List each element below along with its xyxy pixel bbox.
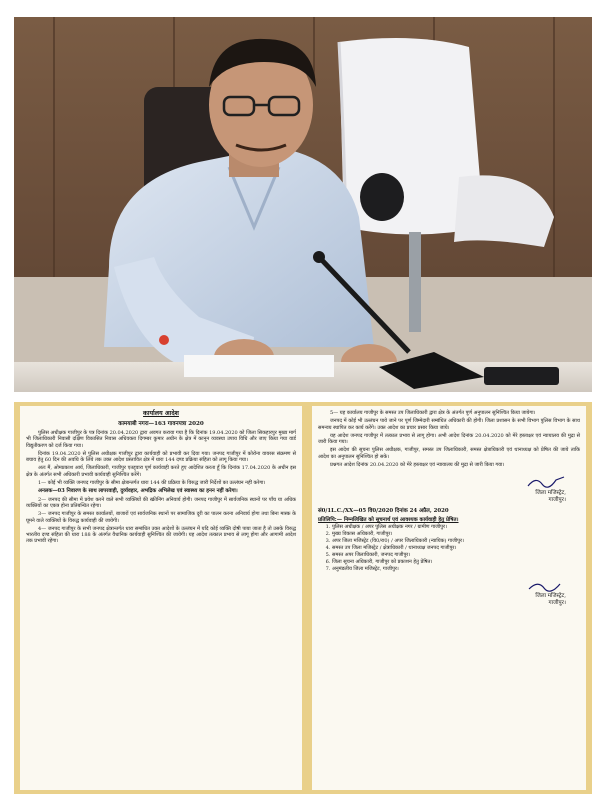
list-item: 7. अनुमंडलीय जिला मजिस्ट्रेट, गाजीपुर। — [332, 566, 580, 573]
phone-on-desk — [484, 367, 559, 385]
order-paragraph: दिनांक 19.04.2020 से पुलिस अधीक्षक गाजीपुर द्वारा कार्यवाही को प्रभावी कर दिया गया। जनपद गाजीपुर में कोरोना वायरस संक्रमण से बचाव हेतु 60 दिन की अवधि के लिये तक उक्त आदेश प्रस्तावित क्षेत्र में धारा 144 दण्ड प्रक्रिया संहिता को लागू किया गया। — [26, 450, 296, 464]
document-left-column — [20, 406, 302, 790]
signature-scribble — [526, 579, 566, 593]
order-paragraph: इस आदेश की सूचना पुलिस अधीक्षक, गाजीपुर, समस्त उप जिलाधिकारी, समस्त क्षेत्राधिकारी एवं थानाध्यक्ष को प्रेषित की जाये ताकि आदेश का अनुपालन सुनिश्चित हो सके। — [318, 447, 580, 460]
order-paragraph: 4— जनपद गाजीपुर के सभी जनपद क्षेत्रान्तर्गत धारा सम्बंधित उक्त आदेशों के उल्लंघन में यदि कोई व्यक्ति दोषी पाया जाता है तो उसके विरुद्ध भारतीय दण्ड संहिता की धारा 188 के अंतर्गत वैधानिक कार्यवाही सुनिश्चित की जायेगी। यह आदेश तत्काल प्रभाव से लागू होगा और आगामी आदेश तक प्रभावी रहेगा। — [26, 525, 296, 545]
list-item: 3. अपर जिला मजिस्ट्रेट (वि0/रा0) / अपर जिलाधिकारी (न्यायिक) गाजीपुर। — [332, 538, 580, 545]
order-paragraph: जनपद में कोई भी उल्लंघन पाये जाने पर पूर्ण जिम्मेदारी सम्बंधित अधिकारी की होगी। जिला प्रशासन के सभी विभाग पुलिस विभाग के साथ समन्वय स्थापित कर कार्य करेंगे। उक्त आदेश का प्रचार प्रसार किया जाये। — [318, 418, 580, 431]
copy-recipients-list — [318, 524, 580, 573]
chair-arm — [360, 173, 404, 221]
list-item: 4. समस्त उप जिला मजिस्ट्रेट / क्षेत्राधिकारी / थानाध्यक्ष जनपद गाजीपुर। — [332, 545, 580, 552]
list-item: 5. समस्त अपर जिलाधिकारी, जनपद गाजीपुर। — [332, 552, 580, 559]
papers-on-desk — [184, 355, 334, 377]
official-photo — [14, 17, 592, 392]
signature-place: गाजीपुर। — [548, 600, 566, 607]
order-paragraph: 2— जनपद की सीमा में प्रवेश करने वाले सभी व्यक्तियों की स्क्रीनिंग अनिवार्य होगी। जनपद गाजीपुर में सार्वजनिक स्थानों पर पाँच या अधिक व्यक्तियों का एकत्र होना प्रतिबन्धित रहेगा। — [26, 496, 296, 509]
signature-block-2 — [318, 579, 566, 607]
signature-title: जिला मजिस्ट्रेट, — [535, 490, 566, 497]
reference-number: सं0/1L.C./XX—05 वि0/2020 दिनांक 24 अप्रैल, 2020 — [318, 508, 449, 515]
photo-scene — [14, 17, 592, 392]
document-right-column — [312, 406, 586, 790]
order-heading: कार्यालय आदेश — [143, 410, 179, 417]
order-paragraph-bold: अनलक—03 निवारण के साथ लापरवाही, दुर्व्यवहार, अभद्रिक अभिलेख एवं स्वास्थ्य का हनन नहीं करेगा। — [38, 488, 238, 495]
order-paragraph: 3— जनपद गाजीपुर के समस्त कार्यालयों, बाजारों एवं सार्वजनिक स्थानों पर सामाजिक दूरी का पालन करना अनिवार्य होगा तथा बिना मास्क के घूमने वाले व्यक्तियों के विरुद्ध कार्यवाही की जायेगी। — [26, 511, 296, 524]
order-paragraph: पुलिस अधीक्षक गाजीपुर के पत्र दिनांक 20.04.2020 द्वारा अवगत कराया गया है कि दिनांक 19.04.2020 को जिला सिकहारपुर मुख्य मार्ग भी जिलाधिकारी निवासी दक्षिण विकासित निवास अधिवक्ता दिगम्बर कुमार अधीन के क्षेत्र में कानून व्यवस्था उपाय विधि और जाए किया गया वार्ड विद्युतीकरण को दर्ज किया गया। — [26, 430, 296, 449]
list-item: 1. पुलिस अधीक्षक / अपर पुलिस अधीक्षक नगर / ग्रामीण गाजीपुर। — [332, 524, 580, 531]
order-paragraph: 5— यह कार्यालय गाजीपुर के समस्त उप जिलाधिकारी द्वारा क्षेत्र के अंतर्गत पूर्ण अनुपालन सुनिश्चित किया जायेगा। — [330, 410, 536, 416]
order-paragraph: यह आदेश जनपद गाजीपुर में तत्काल प्रभाव से लागू होगा। अभी आदेश दिनांक 20.04.2020 को मेरे हस्ताक्षर एवं न्यायालय की मुद्रा से जारी किया गया। — [318, 432, 580, 446]
list-item: 6. जिला सूचना अधिकारी, गाजीपुर को प्रकाशन हेतु प्रेषित। — [332, 559, 580, 566]
signature-place: गाजीपुर। — [548, 497, 566, 504]
wrist-thread — [159, 335, 169, 345]
scanned-order-document — [14, 402, 592, 794]
copy-label: प्रतिलिपि:— निम्नलिखित को सूचनार्थ एवं आवश्यक कार्यवाही हेतु प्रेषित। — [318, 517, 459, 524]
order-paragraph: अतः मैं, ओमप्रकाश आर्य, जिलाधिकारी, गाजीपुर एतद्द्वारा पूर्ण कार्यवाही करते हुए आदेशित करता हूँ कि दिनांक 17.04.2020 के अधीन इस क्षेत्र के अंतर्गत सभी अधिकारी प्रभावी कार्यवाही सुनिश्चित करेंगे। — [26, 465, 296, 478]
signature-scribble — [526, 474, 566, 490]
signature-title: जिला मजिस्ट्रेट, — [535, 593, 566, 600]
order-subheading: कामयाबी नगरा—163 गावनपत्रा 2020 — [118, 421, 204, 427]
order-paragraph: 1— कोई भी व्यक्ति जनपद गाजीपुर के सीमा क्षेत्रान्तर्गत धारा 144 की प्रक्रिया के विरुद्ध जारी निर्देशों का उल्लंघन नहीं करेगा। — [38, 480, 266, 487]
order-paragraph: प्रश्नगत आदेश दिनांक 20.04.2020 को मेरे हस्ताक्षर एवं न्यायालय की मुद्रा से जारी किया गया। — [330, 462, 505, 469]
list-item: 2. मुख्य विकास अधिकारी, गाजीपुर। — [332, 531, 580, 538]
signature-block-1 — [318, 474, 566, 504]
